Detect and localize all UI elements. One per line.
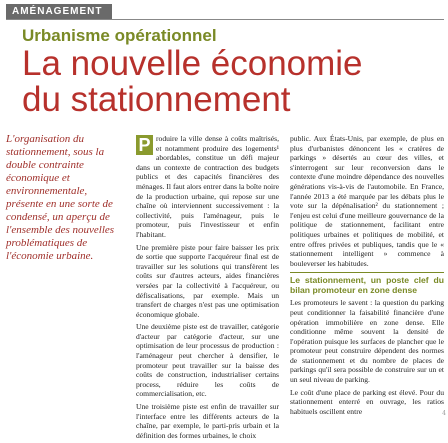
section-subhead: Le stationnement, un poste clef du bilan promoteur en zone dense (290, 272, 444, 295)
body-column-2 (290, 134, 444, 419)
paragraph: Une deuxième piste est de travailler, catégorie d'acteur par catégorie d'acteur, sur une optimisation de leur processus de production : l'aménageur peut chercher à densifier, le promoteur peut travailler sur la baisse des coûts de construction, industrialiser certains process, réduire les coûts de commercialisation, etc. (136, 322, 279, 399)
paragraph-text: roduire la ville dense à coûts maîtrisés, et notamment produire des logements¹ abordables, constitue un défi majeur dans un contexte de contraction des budgets publics et des capacités financières des ménages. Il faut alors entrer dans la boîte noire de la production urbaine, qui repose sur une chaîne où interviennent successivement : la collectivité, puis l'aménageur, puis le promoteur, puis l'investisseur et enfin l'habitant. (136, 134, 279, 239)
rubric-divider (6, 19, 444, 20)
paragraph: Le coût d'une place de parking est élevé. Pour du stationnement enterré en ouvrage, les ratios habituels oscillent entre (290, 387, 444, 416)
section-rubric: AMÉNAGEMENT (6, 4, 112, 19)
paragraph: public. Aux États-Unis, par exemple, de plus en plus d'urbanistes dénoncent les « cratères de parkings » désertés au cœur des villes, et s'interrogent sur leur reconversion dans le contexte d'une moindre dépendance des nouvelles générations vis-à-vis de l'automobile. En France, l'année 2013 a été marquée par les débats plus le vote sur la dépénalisation² du stationnement ; l'enjeu est celui d'une meilleure gouvernance de la politique de stationnement, facilitant entre politiques urbaines et politiques de mobilité, et entre offres privées et publiques, tandis que le « stationnement intelligent » commence à bouleverser les habitudes. (290, 134, 444, 268)
drop-cap: P (136, 135, 153, 155)
article-lede: L'organisation du stationnement, sous la double contrainte économique et environnementale, présente en une sorte de condensé, un aperçu de l'ensemble des nouvelles problématiques de l'économie urbaine. (6, 133, 115, 262)
paragraph (136, 134, 279, 240)
article-title-line-2: du stationnement (22, 80, 291, 119)
article-kicker: Urbanisme opérationnel (22, 26, 217, 45)
article-title (22, 46, 442, 118)
article-title-line-1: La nouvelle économie (22, 44, 363, 83)
paragraph: Une première piste pour faire baisser les prix de sortie que supporte l'acquéreur final est de travailler sur les solutions qui transfèrent les coûts sur d'autres acteurs, aides financières versées par la collectivité à l'acquéreur, ou défiscalisations, par exemple. Mais un transfert de charges n'est pas une optimisation économique globale. (136, 242, 279, 319)
body-column-1 (136, 134, 279, 443)
page-number: 4 (442, 410, 446, 417)
paragraph: Une troisième piste est enfin de travailler sur l'interface entre les différents acteurs de la chaîne, par exemple, le parti-pris urbain et la définition des formes urbaines, le choix (136, 402, 279, 440)
paragraph: Les promoteurs le savent : la question du parking peut conditionner la faisabilité financière d'une opération immobilière en zone dense. Elle conditionne même souvent la densité de l'opération puisque les surfaces de plancher que le promoteur peut construire dépendent des normes de stationnement et du nombre de places de parkings qu'il sera possible de construire sur un et un seul niveau de parking. (290, 298, 444, 385)
